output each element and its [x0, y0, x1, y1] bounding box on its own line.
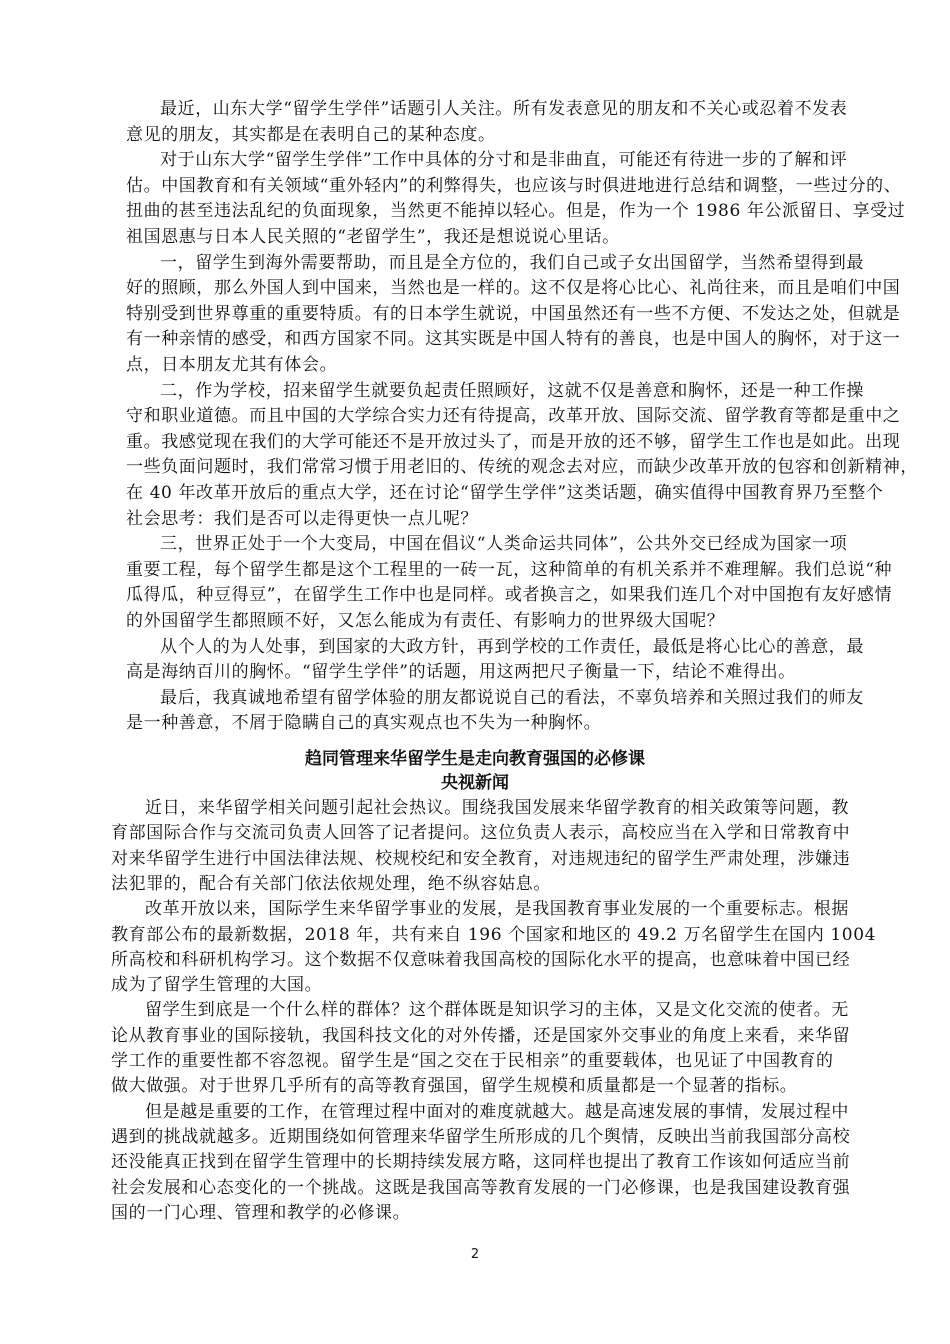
paragraph-line: 特别受到世界尊重的重要特质。有的日本学生就说，中国虽然还有一些不方便、不发达之处，但就是 [126, 303, 901, 324]
paragraph-line: 最近，山东大学“留学生学伴”话题引人关注。所有发表意见的朋友和不关心或忍着不发表 [160, 99, 848, 119]
paragraph-line: 重要工程，每个留学生都是这个工程里的一砖一瓦，这种简单的有机关系并不难理解。我们总说“种 [126, 559, 893, 580]
paragraph-line: 三，世界正处于一个大变局，中国在倡议“人类命运共同体”，公共外交已经成为国家一项 [160, 534, 848, 555]
paragraph-line: 是一种善意，不屑于隐瞒自己的真实观点也不失为一种胸怀。 [126, 713, 602, 734]
paragraph-line: 一些负面问题时，我们常常习惯于用老旧的、传统的观念去对应，而缺少改革开放的包容和创新精神， [126, 457, 918, 478]
paragraph-line: 对来华留学生进行中国法律法规、校规校纪和安全教育，对违规违纪的留学生严肃处理，涉嫌违 [111, 848, 851, 869]
paragraph-line: 祖国恩惠与日本人民关照的“老留学生”，我还是想说说心里话。 [126, 227, 620, 247]
paragraph-line: 但是越是重要的工作，在管理过程中面对的难度就越大。越是高速发展的事情，发展过程中 [145, 1101, 849, 1122]
paragraph-line: 学工作的重要性都不容忽视。留学生是“国之交在于民相亲”的重要载体，也见证了中国教育的 [111, 1051, 834, 1071]
paragraph-line: 对于山东大学“留学生学伴”工作中具体的分寸和是非曲直，可能还有待进一步的了解和评 [160, 150, 848, 171]
paragraph-line: 扭曲的甚至违法乱纪的负面现象，当然更不能掉以轻心。但是，作为一个 1986 年公派留日、享受过 [126, 201, 906, 222]
paragraph-line: 有一种亲情的感受，和西方国家不同。这其实既是中国人特有的善良，也是中国人的胸怀，对于这一 [126, 329, 901, 350]
page-number: 2 [470, 1247, 480, 1262]
paragraph-line: 最后，我真诚地希望有留学体验的朋友都说说自己的看法，不辜负培养和关照过我们的师友 [160, 687, 864, 708]
paragraph-line: 论从教育事业的国际接轨，我国科技文化的对外传播，还是国家外交事业的角度上来看，来华留 [111, 1025, 851, 1046]
paragraph-line: 社会思考：我们是否可以走得更快一点儿呢？ [126, 508, 478, 529]
paragraph-line: 点，日本朋友尤其有体会。 [126, 355, 338, 375]
paragraph-line: 法犯罪的，配合有关部门依法依规处理，绝不纵容姑息。 [111, 873, 551, 894]
paragraph-line: 守和职业道德。而且中国的大学综合实力还有待提高，改革开放、国际交流、留学教育等都是重中之 [126, 406, 901, 427]
paragraph-line: 留学生到底是一个什么样的群体？这个群体既是知识学习的主体，又是文化交流的使者。无 [145, 1000, 849, 1021]
paragraph-line: 意见的朋友，其实都是在表明自己的某种态度。 [126, 124, 496, 145]
paragraph-line: 所高校和科研机构学习。这个数据不仅意味着我国高校的国际化水平的提高，也意味着中国已经 [111, 949, 851, 970]
paragraph-line: 估。中国教育和有关领域“重外轻内”的利弊得失，也应该与时俱进地进行总结和调整，一些过分的、 [126, 175, 902, 196]
paragraph-line: 二，作为学校，招来留学生就要负起责任照顾好，这就不仅是善意和胸怀，还是一种工作操 [160, 380, 864, 401]
paragraph-line: 国的一门心理、管理和教学的必修课。 [111, 1202, 411, 1223]
paragraph-line: 在 40 年改革开放后的重点大学，还在讨论“留学生学伴”这类话题，确实值得中国教育界乃至整个 [126, 483, 884, 503]
paragraph-line: 社会发展和心态变化的一个挑战。这既是我国高等教育发展的一门必修课，也是我国建设教育强 [111, 1177, 851, 1198]
paragraph-line: 瓜得瓜，种豆得豆”，在留学生工作中也是同样。或者换言之，如果我们连几个对中国抱有友好感情 [126, 585, 893, 606]
article-2-title: 趋同管理来华留学生是走向教育强国的必修课 [305, 749, 645, 769]
paragraph-line: 重。我感觉现在我们的大学可能还不是开放过头了，而是开放的还不够，留学生工作也是如此。出现 [126, 431, 901, 452]
paragraph-line: 还没能真正找到在留学生管理中的长期持续发展方略，这同样也提出了教育工作该如何适应当前 [111, 1152, 851, 1173]
paragraph-line: 近日，来华留学相关问题引起社会热议。围绕我国发展来华留学教育的相关政策等问题，教 [145, 798, 849, 818]
paragraph-line: 一，留学生到海外需要帮助，而且是全方位的，我们自己或子女出国留学，当然希望得到最 [160, 252, 864, 273]
paragraph-line: 从个人的为人处事，到国家的大政方针，再到学校的工作责任，最低是将心比心的善意，最 [160, 636, 864, 657]
paragraph-line: 成为了留学生管理的大国。 [111, 975, 323, 996]
paragraph-line: 教育部公布的最新数据，2018 年，共有来自 196 个国家和地区的 49.2 万名留学生在国内 1004 [111, 924, 877, 945]
paragraph-line: 的外国留学生都照顾不好，又怎么能成为有责任、有影响力的世界级大国呢？ [126, 611, 725, 631]
paragraph-line: 高是海纳百川的胸怀。“留学生学伴”的话题，用这两把尺子衡量一下，结论不难得出。 [126, 662, 796, 683]
paragraph-line: 好的照顾，那么外国人到中国来，当然也是一样的。这不仅是将心比心、礼尚往来，而且是咱们中国 [126, 278, 901, 299]
paragraph-line: 遇到的挑战就越多。近期围绕如何管理来华留学生所形成的几个舆情，反映出当前我国部分高校 [111, 1126, 851, 1147]
paragraph-line: 改革开放以来，国际学生来华留学事业的发展，是我国教育事业发展的一个重要标志。根据 [145, 899, 849, 920]
paragraph-line: 做大做强。对于世界几乎所有的高等教育强国，留学生规模和质量都是一个显著的指标。 [111, 1076, 798, 1097]
paragraph-line: 育部国际合作与交流司负责人回答了记者提问。这位负责人表示，高校应当在入学和日常教育中 [111, 823, 851, 844]
article-2-source: 央视新闻 [441, 773, 509, 793]
